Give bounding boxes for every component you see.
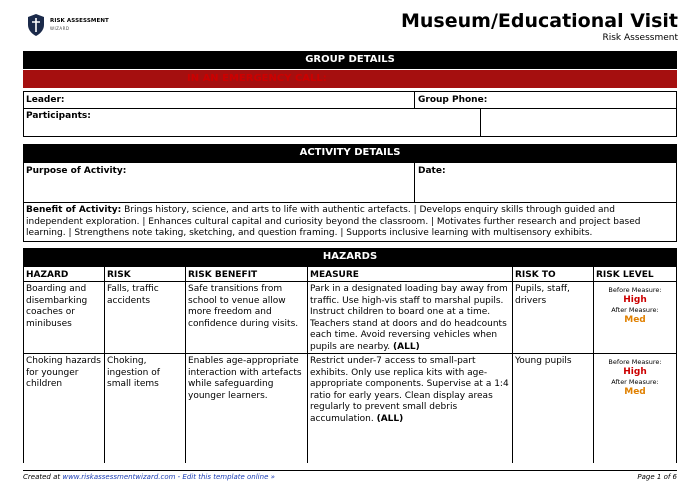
row2-before-label: Before Measure: (608, 358, 662, 366)
participants-label: Participants: (26, 111, 91, 121)
footer-credit (23, 473, 275, 481)
date-label: Date: (418, 166, 446, 176)
group-details-box (23, 91, 677, 137)
row2-measure-text: Restrict under-7 access to small-part exhibits. Only use replica kits with age-appropriate components. Supervise at a 1:4 ratio for early years. Clean display areas regularly to prevent small debris accumulation. (310, 356, 509, 424)
row1-benefit: Safe transitions from school to venue allow more freedom and confidence during visits. (188, 284, 299, 329)
purpose-label: Purpose of Activity: (26, 166, 127, 176)
emergency-bar (23, 70, 677, 88)
row1-after-label: After Measure: (611, 306, 659, 314)
col-measure: MEASURE (310, 270, 359, 280)
row1-hazard: Boarding and disembarking coaches or minibuses (26, 284, 88, 329)
row2-risk: Choking, ingestion of small items (107, 356, 160, 389)
doc-title: Museum/Educational Visit (401, 10, 678, 32)
col-hazard: HAZARD (26, 270, 69, 280)
row2-risk-to: Young pupils (515, 356, 572, 366)
col-risk-to: RISK TO (515, 270, 556, 280)
row1-before-label: Before Measure: (608, 286, 662, 294)
footer-divider (23, 470, 677, 471)
row2-after-level: Med (624, 387, 646, 397)
leader-label: Leader: (26, 95, 65, 105)
page-number: Page 1 of 6 (637, 473, 677, 481)
hazards-heading: HAZARDS (23, 248, 677, 266)
footer-link[interactable]: www.riskassessmentwizard.com - Edit this template online » (62, 473, 275, 481)
benefit-text: Brings history, science, and arts to life with authentic artefacts. | Develops enquiry skills through guided and independent exploration. | Enhances cultural capital and curiosity beyond the classroom. | Motivates further research and project based learning. | Strengthens note taking, sketching, and question framing. | Supports inclusive learning with multisensory exhibits. (26, 205, 641, 238)
logo-line1: RISK ASSESSMENT (50, 18, 109, 25)
divider (480, 108, 481, 137)
benefit-label: Benefit of Activity: (26, 205, 122, 215)
row1-risk: Falls, traffic accidents (107, 284, 159, 306)
group-details-heading: GROUP DETAILS (23, 51, 677, 69)
row2-before-level: High (623, 367, 647, 377)
benefit-of-activity (23, 203, 677, 242)
group-phone-label: Group Phone: (418, 95, 488, 105)
row1-risk-to: Pupils, staff, drivers (515, 284, 570, 306)
row1-measure-tag: (ALL) (393, 341, 420, 352)
row2-measure (307, 354, 512, 427)
logo (27, 14, 109, 36)
row1-measure (307, 282, 512, 355)
row1-after-level: Med (624, 315, 646, 325)
logo-line2: WIZARD (50, 25, 70, 31)
row1-before-level: High (623, 295, 647, 305)
doc-subtitle: Risk Assessment (602, 33, 678, 43)
row2-hazard: Choking hazards for younger children (26, 356, 101, 389)
row2-measure-tag: (ALL) (376, 413, 404, 424)
divider (23, 108, 677, 109)
doc-title-block (401, 10, 678, 44)
row2-risk-level (593, 356, 677, 400)
col-risk: RISK (107, 270, 131, 280)
emergency-label: IN AN EMERGENCY CALL: (187, 73, 327, 84)
col-risk-benefit: RISK BENEFIT (188, 270, 258, 280)
shield-icon (27, 14, 45, 36)
activity-details-heading: ACTIVITY DETAILS (23, 144, 677, 162)
footer-created: Created at (23, 473, 63, 481)
row2-benefit: Enables age-appropriate interaction with artefacts while safeguarding younger learners. (188, 356, 302, 401)
col-risk-level: RISK LEVEL (596, 270, 654, 280)
row1-risk-level (593, 284, 677, 328)
row1-measure-text: Park in a designated loading bay away from traffic. Use high-vis staff to marshal pupils. Instruct children to board one at a time. Teachers stand at doors and do headcounts each time. Avoid reversing vehicles when pupils are nearby. (310, 284, 508, 352)
row2-after-label: After Measure: (611, 378, 659, 386)
